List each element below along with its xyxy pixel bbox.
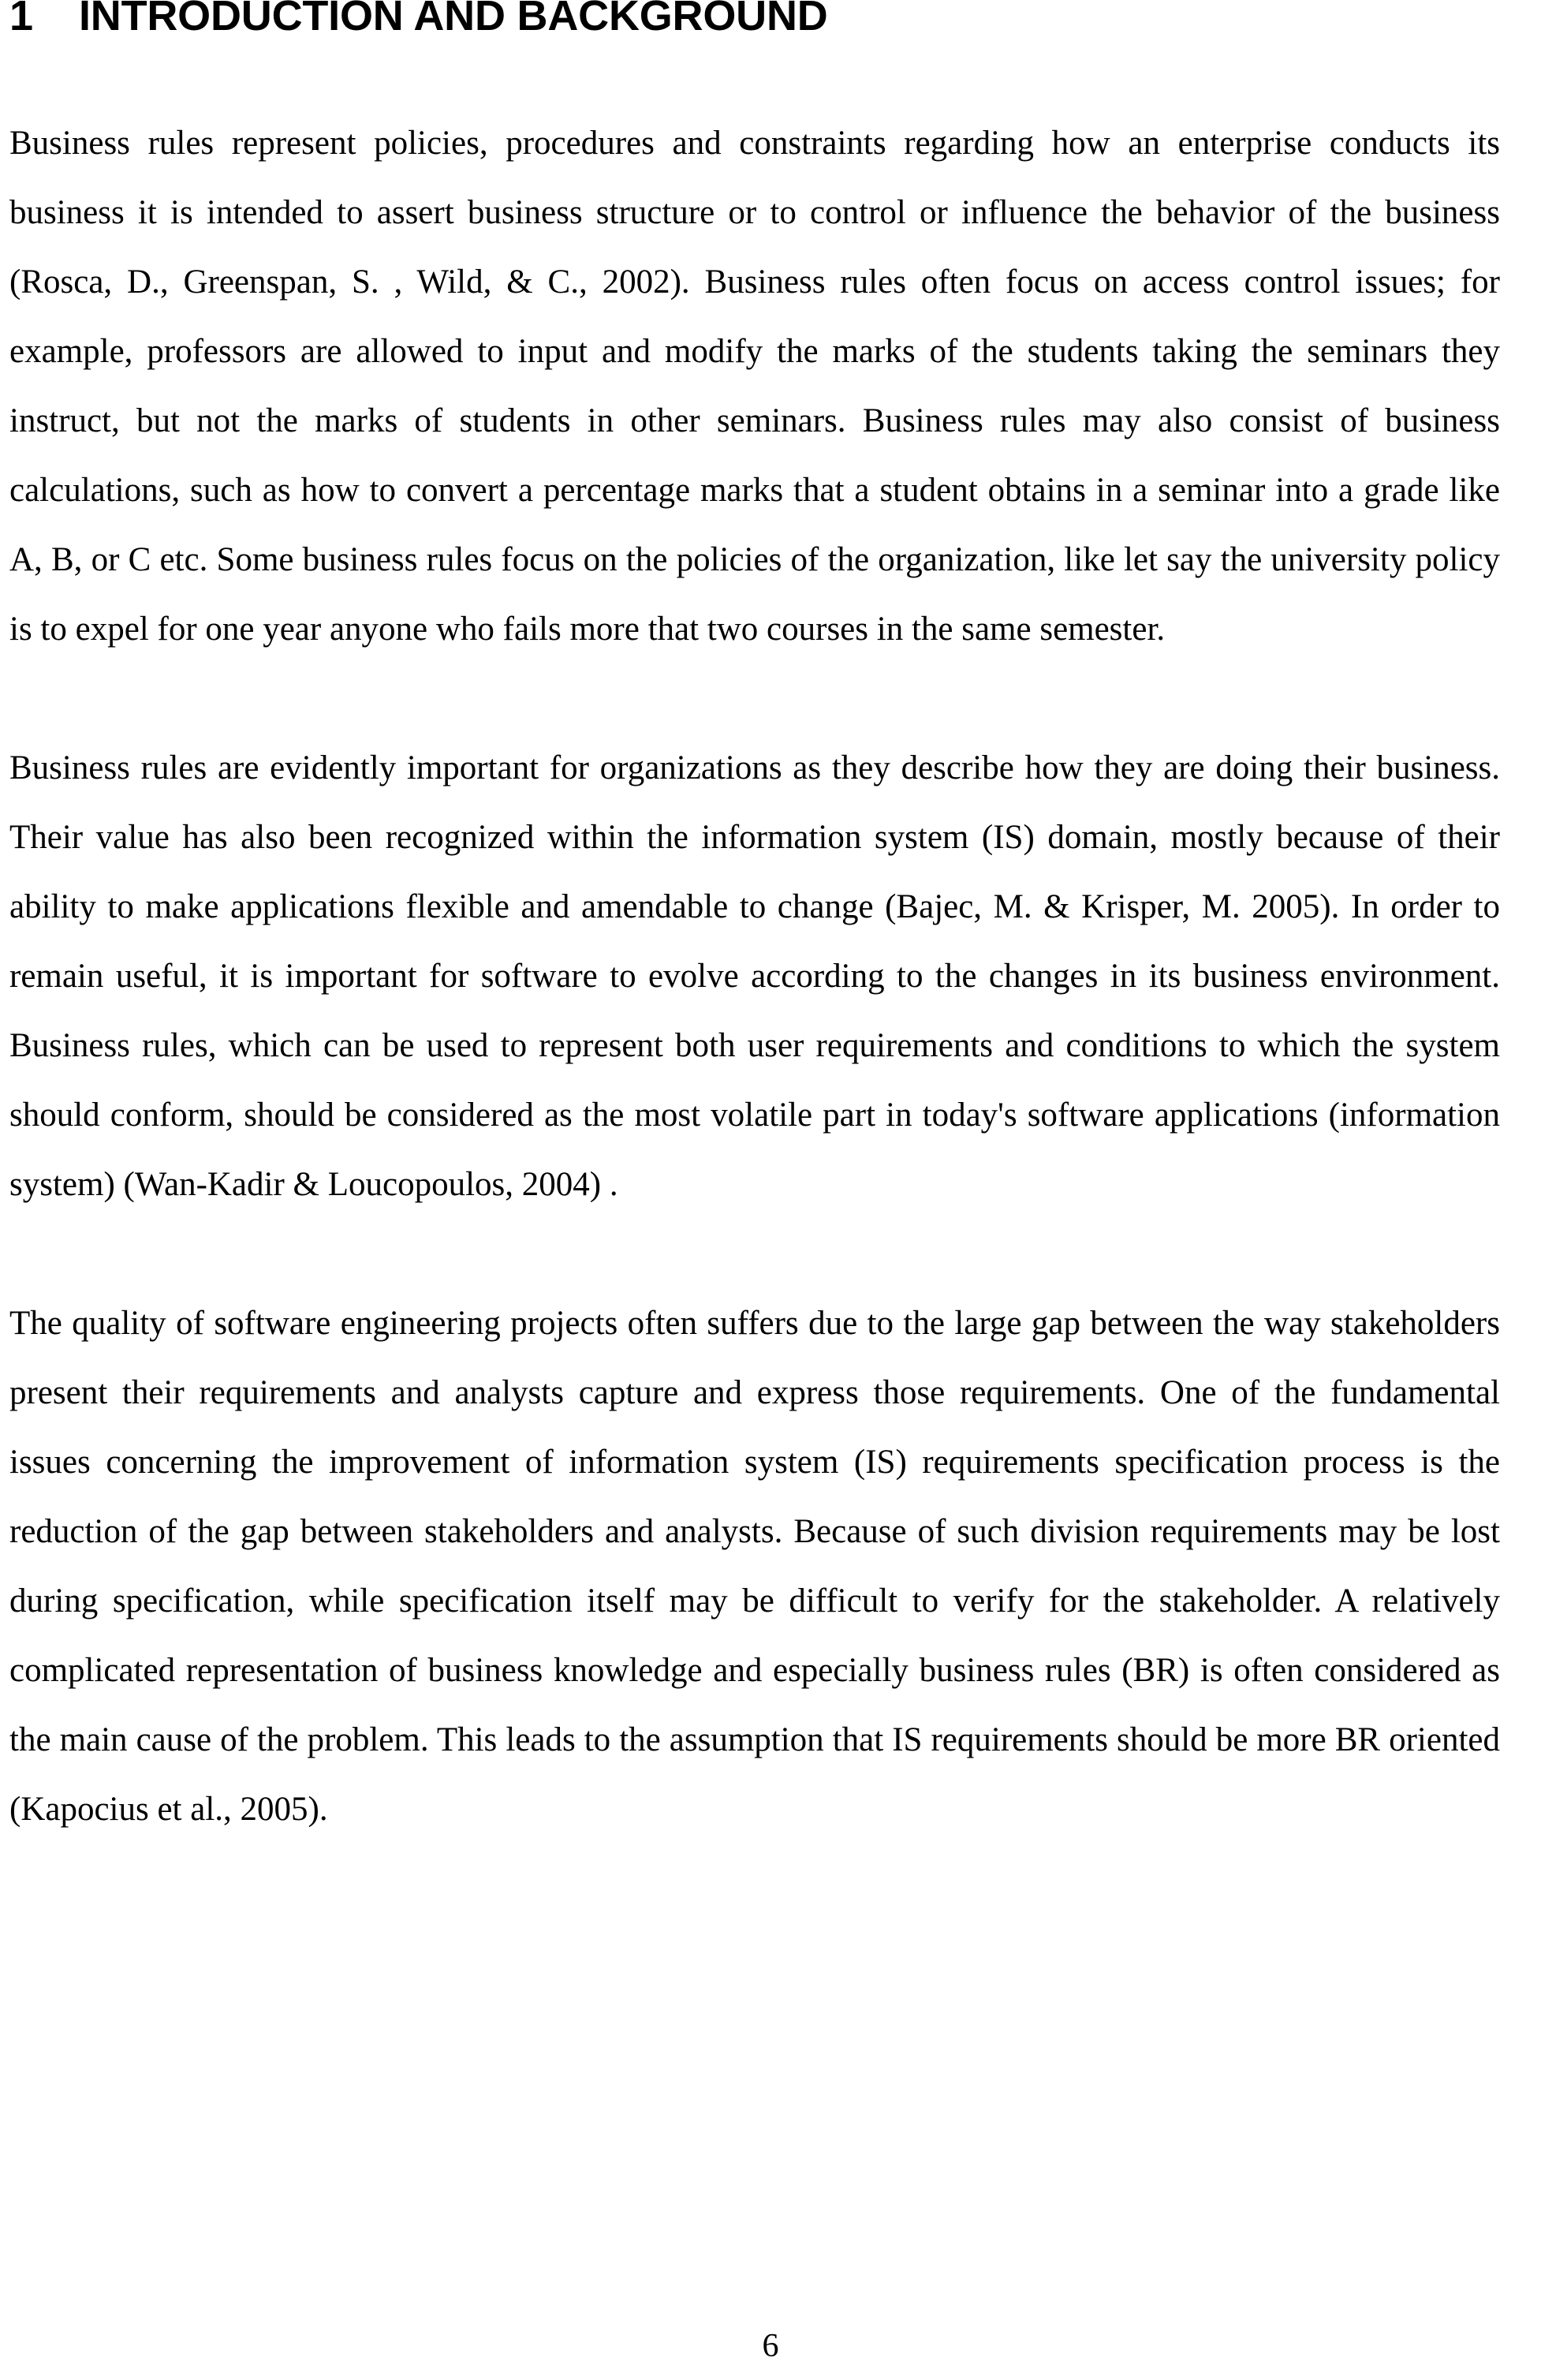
section-number: 1	[9, 0, 33, 39]
paragraph-2: Business rules are evidently important for organizations as they describe how they are doing their business. Their value has also been recognized within the information system (IS) domain, mostly because of their ability to make applications flexible and amendable to change (Bajec, M. & Krisper, M. 2005). In order to remain useful, it is important for software to evolve according to the changes in its business environment. Business rules, which can be used to represent both user requirements and conditions to which the system should conform, should be considered as the most volatile part in today's software applications (information system) (Wan-Kadir & Loucopoulos, 2004) .	[9, 749, 1500, 1203]
section-title: INTRODUCTION AND BACKGROUND	[79, 0, 828, 39]
paragraph-3: The quality of software engineering projects often suffers due to the large gap between the way stakeholders present their requirements and analysts capture and express those requirements. One of the fundamental issues concerning the improvement of information system (IS) requirements specification process is the reduction of the gap between stakeholders and analysts. Because of such division requirements may be lost during specification, while specification itself may be difficult to verify for the stakeholder. A relatively complicated representation of business knowledge and especially business rules (BR) is often considered as the main cause of the problem. This leads to the assumption that IS requirements should be more BR oriented (Kapocius et al., 2005).	[9, 1305, 1500, 1828]
page-content	[9, 0, 1500, 1844]
paragraph-1: Business rules represent policies, procedures and constraints regarding how an enterprise conducts its business it is intended to assert business structure or to control or influence the behavior of the business (Rosca, D., Greenspan, S. , Wild, & C., 2002). Business rules often focus on access control issues; for example, professors are allowed to input and modify the marks of the students taking the seminars they instruct, but not the marks of students in other seminars. Business rules may also consist of business calculations, such as how to convert a percentage marks that a student obtains in a seminar into a grade like A, B, or C etc. Some business rules focus on the policies of the organization, like let say the university policy is to expel for one year anyone who fails more that two courses in the same semester.	[9, 125, 1500, 648]
page-number-footer: 6	[762, 2328, 779, 2364]
body-text-block	[9, 109, 1500, 1844]
section-heading	[9, 0, 1500, 38]
